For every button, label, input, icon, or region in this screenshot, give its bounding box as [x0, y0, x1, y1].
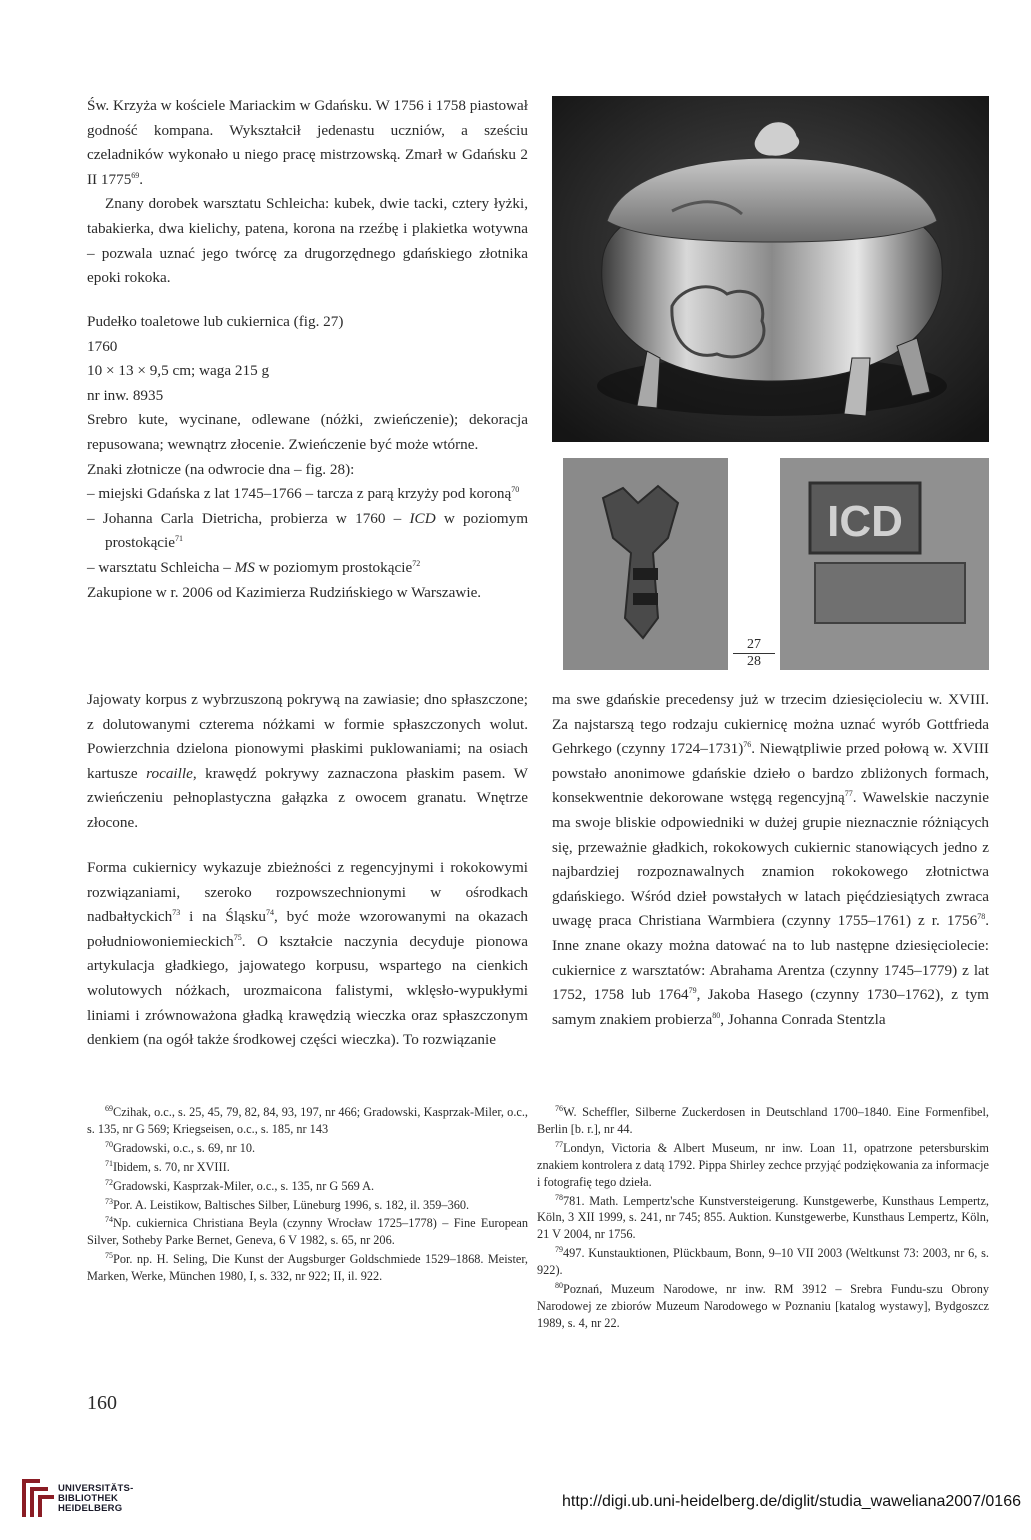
library-logo-text — [58, 1484, 133, 1514]
catalog-mark-2: – Johanna Carla Dietricha, probierza w 1760 – ICD w poziomym prostokącie$^{71}$ — [87, 509, 529, 552]
catalog-inventory: nr inw. 8935 — [87, 386, 164, 404]
catalog-material: Srebro kute, wycinane, odlewane (nóżki, zwieńczenie); dekoracja repusowana; wewnątrz złocenie. Zwieńczenie być może wtórne. — [87, 411, 528, 453]
footnote-71: $^{71}$Ibidem, s. 70, nr XVIII. — [105, 1158, 230, 1174]
intro-paragraph-1: Św. Krzyża w kościele Mariackim w Gdańsku. W 1756 i 1758 piastował godność kompana. Wykształcił jedenastu uczniów, a sześciu czeladników wykonało u niego pracę mistrzowską. Zmarł w Gdańsku 2 II 1775$^{69}$. — [87, 97, 528, 188]
intro-section — [87, 94, 528, 291]
figure-27-photo — [552, 96, 989, 442]
footnote-77: $^{77}$Londyn, Victoria & Albert Museum, nr inw. Loan 11, opatrzone petersburskim znakiem kontrolera z datą 1792. Pippa Shirley zechce przyjąć podziękowania za informacje i fotografię tego dzieła. — [537, 1139, 989, 1189]
library-logo-icon — [18, 1473, 58, 1523]
catalog-year: 1760 — [87, 337, 118, 355]
catalog-entry — [87, 310, 528, 605]
footnotes-left — [87, 1104, 528, 1287]
figure-caption-numbers — [733, 637, 775, 670]
city-mark-image — [563, 458, 728, 670]
footnote-75: $^{75}$Por. np. H. Seling, Die Kunst der Augsburger Goldschmiede 1529–1868. Meister, Marken, Werke, München 1980, I, s. 332, nr 922; II, il. 922. — [87, 1251, 528, 1284]
footnote-72: $^{72}$Gradowski, Kasprzak-Miler, o.c., s. 135, nr G 569 A. — [105, 1177, 375, 1193]
catalog-acquired: Zakupione w r. 2006 od Kazimierza Rudzińskiego w Warszawie. — [87, 583, 482, 601]
footnote-73: $^{73}$Por. A. Leistikow, Baltisches Silber, Lüneburg 1996, s. 182, il. 359–360. — [105, 1196, 470, 1212]
sugar-box-image — [552, 96, 989, 442]
logo-line-3: HEIDELBERG — [58, 1503, 123, 1514]
page-number: 160 — [87, 1392, 117, 1414]
footnotes-right — [537, 1104, 989, 1334]
figure-27-caption: 27 — [733, 637, 775, 654]
catalog-mark-3: – warsztatu Schleicha – MS w poziomym prostokącie$^{72}$ — [87, 558, 421, 576]
logo-line-2: BIBLIOTHEK — [58, 1493, 119, 1504]
form-paragraph: Forma cukiernicy wykazuje zbieżności z regencyjnymi i rokokowymi rozwiązaniami, szeroko rozpowszechnionymi w ośrodkach nadbałtyckich$^{73}$ i na Śląsku$^{74}$, być może wzorowanymi na okazach południowoniemieckich$^{75}$. O kształcie naczynia decyduje pionowa artykulacja gładkiego, jajowatego korpusu, wspartego na cienkich wolutowych nóżkach, urozmaicona falistymi, wklęsło-wypukłymi liniami i zrównoważona gładką krawędzią wieczka oraz spłaszczonym denkiem (na ogół także środkowej części wieczka). To rozwiązanie — [87, 859, 528, 1049]
catalog-title: Pudełko toaletowe lub cukiernica (fig. 27) — [87, 313, 344, 330]
right-column-paragraph: ma swe gdańskie precedensy już w trzecim dziesięcioleciu w. XVIII. Za najstarszą tego rodzaju cukiernicę można uznać wyrób Gottfrieda Gehrkego (czynny 1724–1731)$^{76}$. Niewątpliwie przed połową w. XVIII powstało anonimowe gdańskie dzieło o bardzo zbliżonych formach, konsekwentnie dekorowane wstęgą regencyjną$^{77}$. Wawelskie naczynie ma swoje bliskie odpowiedniki w dużej grupie nieznacznie różniących się, przeważnie gładkich, rokokowych cukiernic stanowiących jedno z najbardziej rozpoznawalnych znamion rokokowego złotnictwa gdańskiego. Wśród dzieł powstałych w latach pięćdziesiątych zwraca uwagę praca Christiana Warmbiera (czynny 1755–1761) z r. 1756$^{78}$. Inne znane okazy można datować na to lub następne dziesięciolecie: cukiernice z warsztatów: Abrahama Arentza (czynny 1745–1779) z lat 1752, 1758 lub 1764$^{79}$, Jakoba Hasego (czynny 1730–1762), z tym samym znakiem probierza$^{80}$, Johanna Conrada Stentzla — [552, 691, 989, 1028]
icd-mark-text: ICD — [827, 497, 903, 546]
intro-paragraph-2: Znany dorobek warsztatu Schleicha: kubek, dwie tacki, cztery łyżki, tabakierka, dwa kielichy, patena, korona na rzeźbę i plakietka wotywna – pozwala uznać jego twórcę za drugorzędnego gdańskiego złotnika epoki rokoka. — [87, 195, 528, 287]
figure-28-maker-mark-photo — [780, 458, 989, 670]
catalog-mark-1: – miejski Gdańska z lat 1745–1766 – tarcza z parą krzyży pod koroną$^{70}$ — [87, 485, 520, 503]
footnote-78: $^{78}$781. Math. Lempertz'sche Kunstversteigerung. Kunstgewerbe, Kunsthaus Lempertz, Köln, 3 XII 1999, s. 241, nr 745; 855. Auktion. Kunstgewerbe, Kunsthaus Lempertz, Köln, 21 V 2004, nr 1756. — [537, 1192, 989, 1242]
figure-28-city-mark-photo — [563, 458, 728, 670]
source-url-link[interactable]: http://digi.ub.uni-heidelberg.de/diglit/studia_waweliana2007/0166 — [562, 1493, 1021, 1510]
description-paragraph: Jajowaty korpus z wybrzuszoną pokrywą na zawiasie; dno spłaszczone; z dolutowanymi czterema nóżkami w formie spłaszczonych wolut. Powierzchnia dzielona pionowymi płaskimi puklowaniami; na osiach kartusze rocaille, krawędź pokrywy zaznaczona płaskim pasem. W zwieńczeniu pełnoplastyczna gałązka z owocem granatu. Wnętrze złocone. — [87, 691, 528, 831]
footnote-70: $^{70}$Gradowski, o.c., s. 69, nr 10. — [105, 1139, 256, 1155]
catalog-marks-intro: Znaki złotnicze (na odwrocie dna – fig. 28): — [87, 460, 355, 478]
catalog-dimensions: 10 × 13 × 9,5 cm; waga 215 g — [87, 362, 270, 380]
footnote-74: $^{74}$Np. cukiernica Christiana Beyla (czynny Wrocław 1725–1778) – Fine European Silver, Sotheby Parke Bernet, Geneva, 6 V 1982, s. 65, nr 206. — [87, 1215, 528, 1248]
footnote-80: $^{80}$Poznań, Muzeum Narodowe, nr inw. RM 3912 – Srebra Fundu-szu Obrony Narodowej ze zbiorów Muzeum Narodowego w Poznaniu [katalog wystawy], Bydgoszcz 1989, s. 4, nr 22. — [537, 1280, 989, 1330]
logo-line-1: UNIVERSITÄTS- — [58, 1483, 134, 1494]
footnote-69: $^{69}$Czihak, o.c., s. 25, 45, 79, 82, 84, 93, 197, nr 466; Gradowski, Kasprzak-Miler, o.c., s. 135, nr G 569; Kriegseisen, o.c., s. 185, nr 143 — [87, 1103, 528, 1136]
footnote-79: $^{79}$497. Kunstauktionen, Plückbaum, Bonn, 9–10 VII 2003 (Weltkunst 73: 2003, nr 6, s. 922). — [537, 1245, 989, 1278]
footnote-76: $^{76}$W. Scheffler, Silberne Zuckerdosen in Deutschland 1700–1840. Eine Formenfibel, Berlin [b. r.], nr 44. — [537, 1103, 989, 1136]
maker-mark-image — [780, 458, 989, 670]
figure-28-caption: 28 — [747, 654, 761, 669]
